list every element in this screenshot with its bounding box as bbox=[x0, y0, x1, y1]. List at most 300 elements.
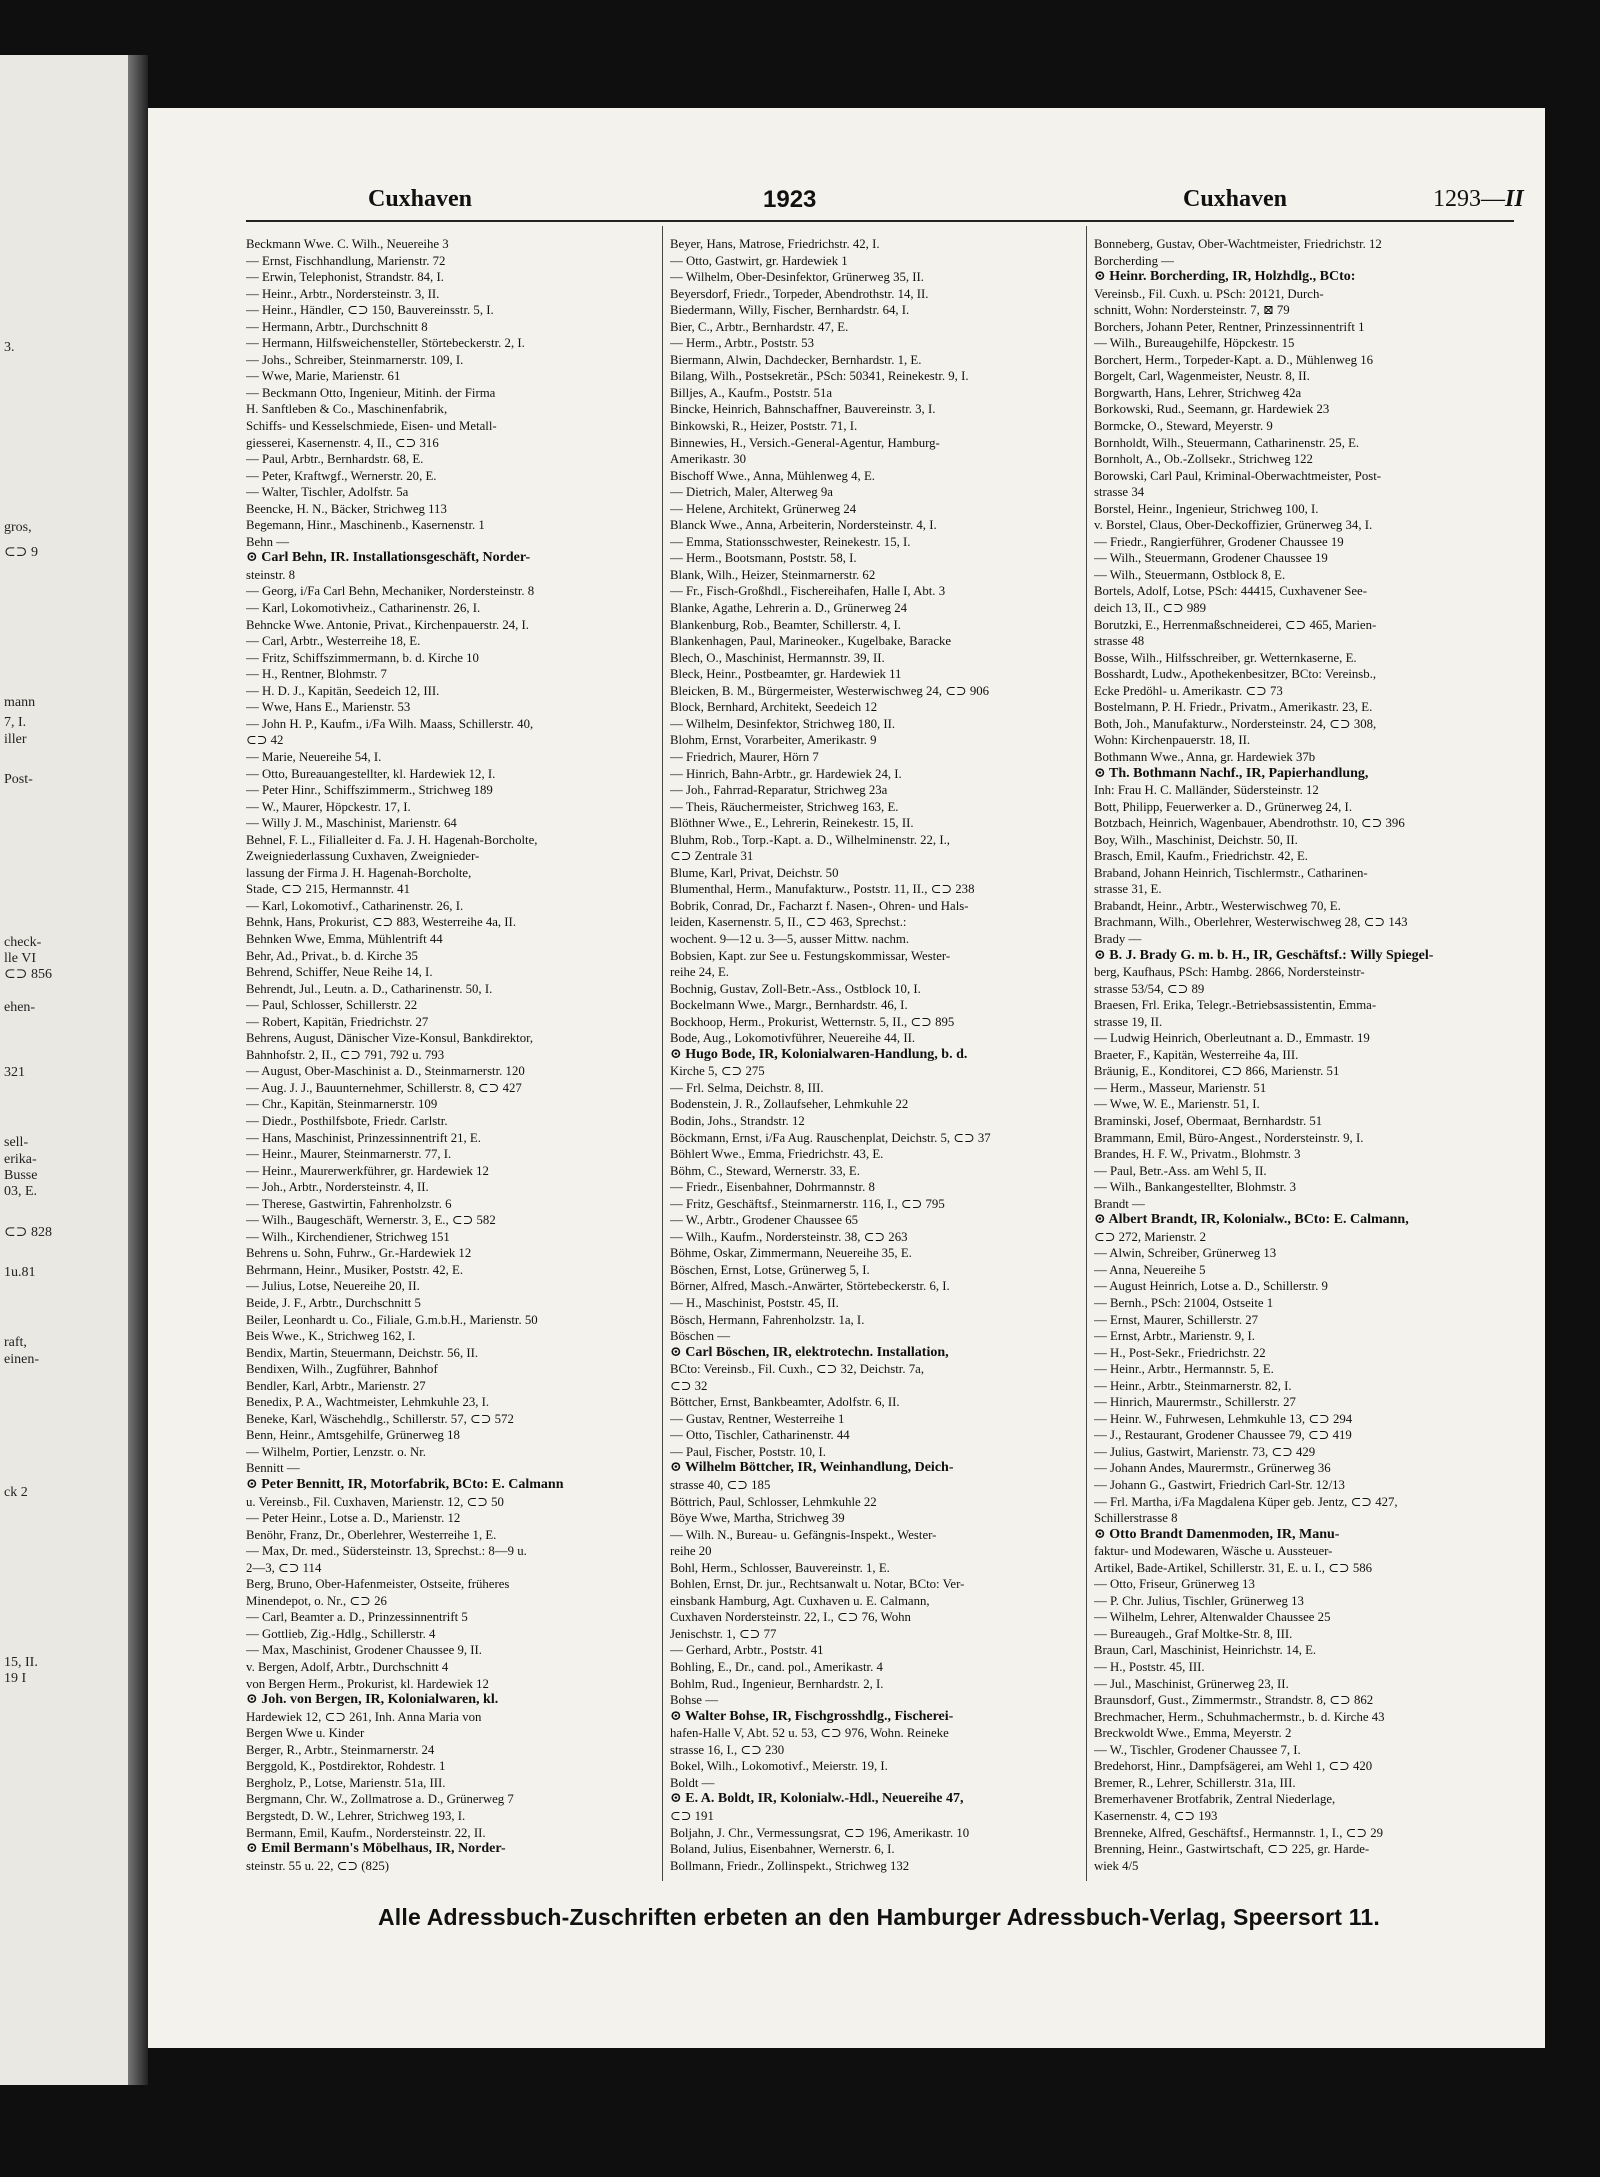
directory-entry: wiek 4/5 bbox=[1094, 1858, 1139, 1873]
directory-entry: Biermann, Alwin, Dachdecker, Bernhardstr. 1, E. bbox=[670, 352, 922, 367]
directory-entry: Behrens u. Sohn, Fuhrw., Gr.-Hardewiek 12 bbox=[246, 1246, 472, 1261]
page-number-value: 1293— bbox=[1433, 186, 1505, 212]
directory-entry: — Emma, Stationsschwester, Reinekestr. 15, I. bbox=[670, 534, 911, 549]
directory-entry: — Wilh. N., Bureau- u. Gefängnis-Inspekt., Wester- bbox=[670, 1527, 937, 1542]
directory-entry: — Paul, Betr.-Ass. am Wehl 5, II. bbox=[1094, 1163, 1267, 1178]
directory-entry: — Fr., Fisch-Großhdl., Fischereihafen, Halle I, Abt. 3 bbox=[670, 584, 946, 599]
directory-entry: Bier, C., Arbtr., Bernhardstr. 47, E. bbox=[670, 319, 849, 334]
directory-entry: Bremer, R., Lehrer, Schillerstr. 31a, III. bbox=[1094, 1775, 1296, 1790]
directory-entry: Beide, J. F., Arbtr., Durchschnitt 5 bbox=[246, 1296, 421, 1310]
directory-entry: Bosse, Wilh., Hilfsschreiber, gr. Wetternkaserne, E. bbox=[1094, 650, 1357, 665]
directory-entry: Blanke, Agathe, Lehrerin a. D., Grünerweg 24 bbox=[670, 601, 908, 616]
prev-page-fragment: 7, I. bbox=[4, 715, 27, 730]
directory-entry: — Bernh., PSch: 21004, Ostseite 1 bbox=[1094, 1296, 1274, 1310]
prev-page-fragment: ⊂⊃ 9 bbox=[4, 545, 38, 560]
directory-entry: — Bureaugeh., Graf Moltke-Str. 8, III. bbox=[1094, 1626, 1293, 1641]
directory-entry: ⊂⊃ Zentrale 31 bbox=[670, 849, 754, 864]
directory-entry: Blech, O., Maschinist, Hermannstr. 39, II. bbox=[670, 650, 885, 665]
directory-entry: Bohl, Herm., Schlosser, Bauvereinstr. 1, E. bbox=[670, 1560, 890, 1575]
directory-entry: Minendepot, o. Nr., ⊂⊃ 26 bbox=[246, 1593, 387, 1608]
directory-entry: — Theis, Räuchermeister, Strichweg 163, E. bbox=[670, 799, 899, 814]
directory-entry: Bräunig, E., Konditorei, ⊂⊃ 866, Marienstr. 51 bbox=[1094, 1064, 1340, 1079]
directory-entry: Breckwoldt Wwe., Emma, Meyerstr. 2 bbox=[1094, 1726, 1292, 1741]
directory-entry: — Carl, Arbtr., Westerreihe 18, E. bbox=[246, 634, 421, 649]
prev-page-fragment: ck 2 bbox=[4, 1485, 28, 1500]
directory-entry: Brandes, H. F. W., Privatm., Blohmstr. 3 bbox=[1094, 1147, 1301, 1162]
directory-entry: Böttrich, Paul, Schlosser, Lehmkuhle 22 bbox=[670, 1494, 877, 1509]
page-number bbox=[1433, 186, 1524, 213]
directory-entry: Bleicken, B. M., Bürgermeister, Westerwischweg 24, ⊂⊃ 906 bbox=[670, 683, 990, 698]
directory-entry: Bohling, E., Dr., cand. pol., Amerikastr. 4 bbox=[670, 1660, 883, 1675]
directory-entry: — H., Post-Sekr., Friedrichstr. 22 bbox=[1094, 1345, 1266, 1360]
directory-entry: — Max, Maschinist, Grodener Chaussee 9, II. bbox=[246, 1643, 482, 1658]
directory-entry: Borcherding — bbox=[1094, 253, 1174, 268]
prev-page-fragment: check- bbox=[4, 935, 42, 950]
directory-entry: — Gottlieb, Zig.-Hdlg., Schillerstr. 4 bbox=[246, 1626, 436, 1641]
directory-entry: Both, Joh., Manufakturw., Nordersteinstr. 24, ⊂⊃ 308, bbox=[1094, 716, 1377, 731]
directory-entry: reihe 24, E. bbox=[670, 965, 729, 980]
directory-entry: Wohn: Kirchenpauerstr. 18, II. bbox=[1094, 733, 1251, 748]
directory-entry: Bluhm, Rob., Torp.-Kapt. a. D., Wilhelminenstr. 22, I., bbox=[670, 832, 950, 847]
directory-entry: Bermann, Emil, Kaufm., Nordersteinstr. 22, II. bbox=[246, 1825, 486, 1840]
directory-entry: Boldt — bbox=[670, 1775, 715, 1790]
directory-entry: Böhm, C., Steward, Wernerstr. 33, E. bbox=[670, 1163, 860, 1178]
directory-entry: — Hermann, Arbtr., Durchschnitt 8 bbox=[246, 319, 428, 334]
directory-entry: Behrmann, Heinr., Musiker, Poststr. 42, E. bbox=[246, 1262, 464, 1277]
directory-entry: Berg, Bruno, Ober-Hafenmeister, Ostseite, früheres bbox=[246, 1577, 510, 1592]
directory-entry: — Erwin, Telephonist, Strandstr. 84, I. bbox=[246, 270, 444, 285]
directory-entry: — Joh., Arbtr., Nordersteinstr. 4, II. bbox=[246, 1180, 429, 1195]
prev-page-fragment: erika- bbox=[4, 1152, 37, 1167]
directory-entry: — August Heinrich, Lotse a. D., Schillerstr. 9 bbox=[1094, 1279, 1328, 1294]
directory-column-1 bbox=[246, 236, 654, 1876]
directory-entry: ⊙ Hugo Bode, IR, Kolonialwaren-Handlung, b. d. bbox=[670, 1046, 968, 1062]
directory-entry bbox=[670, 1874, 1078, 1876]
directory-entry: — Hinrich, Bahn-Arbtr., gr. Hardewiek 24, I. bbox=[670, 766, 902, 781]
directory-entry: Brandt — bbox=[1094, 1196, 1145, 1211]
directory-entry: Behncke Wwe. Antonie, Privat., Kirchenpauerstr. 24, I. bbox=[246, 617, 529, 632]
directory-entry: — Anna, Neuereihe 5 bbox=[1094, 1262, 1206, 1277]
directory-entry: BCto: Vereinsb., Fil. Cuxh., ⊂⊃ 32, Deichstr. 7a, bbox=[670, 1362, 925, 1377]
directory-entry: — Wilh., Bankangestellter, Blohmstr. 3 bbox=[1094, 1180, 1297, 1195]
directory-entry: — Ludwig Heinrich, Oberleutnant a. D., Emmastr. 19 bbox=[1094, 1031, 1370, 1046]
directory-entry: strasse 40, ⊂⊃ 185 bbox=[670, 1478, 771, 1493]
directory-entry: faktur- und Modewaren, Wäsche u. Aussteuer- bbox=[1094, 1544, 1333, 1559]
directory-entry: Beckmann Wwe. C. Wilh., Neuereihe 3 bbox=[246, 237, 449, 251]
directory-entry: — Wwe, Marie, Marienstr. 61 bbox=[246, 369, 401, 384]
directory-entry: — W., Tischler, Grodener Chaussee 7, I. bbox=[1094, 1742, 1301, 1757]
directory-entry: — Peter, Kraftwgf., Wernerstr. 20, E. bbox=[246, 468, 437, 483]
directory-entry: — Otto, Tischler, Catharinenstr. 44 bbox=[670, 1428, 850, 1443]
directory-entry: Böhlert Wwe., Emma, Friedrichstr. 43, E. bbox=[670, 1147, 884, 1162]
directory-entry: — Otto, Gastwirt, gr. Hardewiek 1 bbox=[670, 253, 848, 268]
directory-entry: Bott, Philipp, Feuerwerker a. D., Grünerweg 24, I. bbox=[1094, 799, 1353, 814]
directory-entry: Beis Wwe., K., Strichweg 162, I. bbox=[246, 1329, 416, 1344]
directory-entry: steinstr. 8 bbox=[246, 567, 296, 582]
directory-entry: — Joh., Fahrrad-Reparatur, Strichweg 23a bbox=[670, 783, 888, 798]
directory-entry: von Bergen Herm., Prokurist, kl. Hardewiek 12 bbox=[246, 1676, 489, 1691]
directory-entry: wochent. 9—12 u. 3—5, ausser Mittw. nachm. bbox=[670, 931, 910, 946]
directory-entry: — Fritz, Schiffszimmermann, b. d. Kirche 10 bbox=[246, 650, 479, 665]
directory-entry: — Johann G., Gastwirt, Friedrich Carl-Str. 12/13 bbox=[1094, 1478, 1345, 1493]
directory-entry: Bergmann, Chr. W., Zollmatrose a. D., Grünerweg 7 bbox=[246, 1792, 514, 1807]
directory-entry: Behnk, Hans, Prokurist, ⊂⊃ 883, Westerreihe 4a, II. bbox=[246, 915, 517, 930]
directory-entry: — Ernst, Fischhandlung, Marienstr. 72 bbox=[246, 253, 446, 268]
prev-page-fragment: 3. bbox=[4, 340, 15, 355]
directory-entry: — Willy J. M., Maschinist, Marienstr. 64 bbox=[246, 816, 457, 831]
directory-entry: Borstel, Heinr., Ingenieur, Strichweg 100, I. bbox=[1094, 501, 1319, 516]
prev-page-fragment: raft, bbox=[4, 1335, 27, 1350]
directory-entry: schnitt, Wohn: Nordersteinstr. 7, ⊠ 79 bbox=[1094, 303, 1290, 318]
directory-entry: Block, Bernhard, Architekt, Seedeich 12 bbox=[670, 700, 878, 715]
directory-entry: Borchers, Johann Peter, Rentner, Prinzessinnentrift 1 bbox=[1094, 319, 1365, 334]
directory-entry: Behnel, F. L., Filialleiter d. Fa. J. H. Hagenah-Borcholte, bbox=[246, 832, 538, 847]
directory-entry: — August, Ober-Maschinist a. D., Steinmarnerstr. 120 bbox=[246, 1064, 525, 1079]
directory-entry: — Heinr., Maurerwerkführer, gr. Hardewiek 12 bbox=[246, 1163, 489, 1178]
directory-entry: Brechmacher, Herm., Schuhmachermstr., b. d. Kirche 43 bbox=[1094, 1709, 1385, 1724]
directory-entry: Zweigniederlassung Cuxhaven, Zweignieder- bbox=[246, 849, 480, 864]
directory-entry: Binkowski, R., Heizer, Poststr. 71, I. bbox=[670, 419, 858, 434]
directory-entry: — Wilh., Kaufm., Nordersteinstr. 38, ⊂⊃ 263 bbox=[670, 1229, 908, 1244]
directory-entry: giesserei, Kasernenstr. 4, II., ⊂⊃ 316 bbox=[246, 435, 439, 450]
directory-entry: Bergstedt, D. W., Lehrer, Strichweg 193, I. bbox=[246, 1808, 466, 1823]
directory-entry: Beiler, Leonhardt u. Co., Filiale, G.m.b.H., Marienstr. 50 bbox=[246, 1312, 538, 1327]
prev-page-fragment: 321 bbox=[4, 1065, 25, 1080]
directory-entry: reihe 20 bbox=[670, 1544, 712, 1559]
directory-entry: Kirche 5, ⊂⊃ 275 bbox=[670, 1064, 765, 1079]
directory-entry: Behr, Ad., Privat., b. d. Kirche 35 bbox=[246, 948, 418, 963]
prev-page-fragment: ⊂⊃ 856 bbox=[4, 967, 52, 982]
directory-entry: — Alwin, Schreiber, Grünerweg 13 bbox=[1094, 1246, 1277, 1261]
directory-entry: Stade, ⊂⊃ 215, Hermannstr. 41 bbox=[246, 882, 410, 897]
directory-entry: — Ernst, Maurer, Schillerstr. 27 bbox=[1094, 1312, 1259, 1327]
directory-entry: ⊙ Th. Bothmann Nachf., IR, Papierhandlung, bbox=[1094, 765, 1369, 781]
prev-page-fragment: ⊂⊃ 828 bbox=[4, 1225, 52, 1240]
directory-entry: — W., Arbtr., Grodener Chaussee 65 bbox=[670, 1213, 859, 1228]
directory-entry: — Georg, i/Fa Carl Behn, Mechaniker, Nordersteinstr. 8 bbox=[246, 584, 535, 599]
directory-entry: — Wilh., Baugeschäft, Wernerstr. 3, E., ⊂⊃ 582 bbox=[246, 1213, 496, 1228]
directory-entry: Beneke, Karl, Wäschehdlg., Schillerstr. 57, ⊂⊃ 572 bbox=[246, 1411, 514, 1426]
directory-entry: Bohlm, Rud., Ingenieur, Bernhardstr. 2, I. bbox=[670, 1676, 884, 1691]
directory-entry: — Frl. Selma, Deichstr. 8, III. bbox=[670, 1080, 824, 1095]
directory-entry: strasse 16, I., ⊂⊃ 230 bbox=[670, 1742, 785, 1757]
directory-entry: Bobrik, Conrad, Dr., Facharzt f. Nasen-, Ohren- und Hals- bbox=[670, 898, 969, 913]
directory-entry: Amerikastr. 30 bbox=[670, 452, 747, 467]
directory-entry: Blankenhagen, Paul, Marineoker., Kugelbake, Baracke bbox=[670, 634, 952, 649]
column-divider bbox=[1086, 226, 1087, 1881]
directory-entry: Bostelmann, P. H. Friedr., Privatm., Amerikastr. 23, E. bbox=[1094, 700, 1373, 715]
directory-entry: Bodin, Johs., Strandstr. 12 bbox=[670, 1113, 805, 1128]
directory-entry: leiden, Kasernenstr. 5, II., ⊂⊃ 463, Sprechst.: bbox=[670, 915, 907, 930]
directory-entry: — Walter, Tischler, Adolfstr. 5a bbox=[246, 485, 409, 500]
directory-entry: — Max, Dr. med., Südersteinstr. 13, Sprechst.: 8—9 u. bbox=[246, 1544, 527, 1559]
directory-entry: Bischoff Wwe., Anna, Mühlenweg 4, E. bbox=[670, 468, 875, 483]
directory-entry: Benöhr, Franz, Dr., Oberlehrer, Westerreihe 1, E. bbox=[246, 1527, 497, 1542]
directory-entry: — Helene, Architekt, Grünerweg 24 bbox=[670, 501, 857, 516]
directory-entry: — Chr., Kapitän, Steinmarnerstr. 109 bbox=[246, 1097, 438, 1112]
directory-entry: ⊙ Carl Behn, IR. Installationsgeschäft, Norder- bbox=[246, 550, 531, 566]
directory-entry: deich 13, II., ⊂⊃ 989 bbox=[1094, 601, 1207, 616]
directory-entry: Bobsien, Kapt. zur See u. Festungskommissar, Wester- bbox=[670, 948, 951, 963]
directory-entry: strasse 53/54, ⊂⊃ 89 bbox=[1094, 981, 1205, 996]
directory-entry: — John H. P., Kaufm., i/Fa Wilh. Maass, Schillerstr. 40, bbox=[246, 716, 534, 731]
directory-entry: Borutzki, E., Herrenmaßschneiderei, ⊂⊃ 465, Marien- bbox=[1094, 617, 1377, 632]
directory-entry: Hardewiek 12, ⊂⊃ 261, Inh. Anna Maria von bbox=[246, 1709, 482, 1724]
prev-page-fragment: Busse bbox=[4, 1168, 38, 1183]
directory-entry: Jenischstr. 1, ⊂⊃ 77 bbox=[670, 1626, 777, 1641]
directory-entry: v. Bergen, Adolf, Arbtr., Durchschnitt 4 bbox=[246, 1660, 449, 1675]
directory-entry: ⊂⊃ 191 bbox=[670, 1808, 714, 1823]
directory-entry: — Hermann, Hilfsweichensteller, Störtebeckerstr. 2, I. bbox=[246, 336, 525, 351]
directory-entry: Bergen Wwe u. Kinder bbox=[246, 1726, 365, 1741]
directory-entry: — Heinr., Arbtr., Nordersteinstr. 3, II. bbox=[246, 286, 440, 301]
directory-entry: Bendler, Karl, Arbtr., Marienstr. 27 bbox=[246, 1378, 426, 1393]
directory-entry: Brachmann, Wilh., Oberlehrer, Westerwischweg 28, ⊂⊃ 143 bbox=[1094, 915, 1408, 930]
directory-entry: Braband, Johann Heinrich, Tischlermstr., Catharinen- bbox=[1094, 865, 1368, 880]
directory-entry: — Paul, Arbtr., Bernhardstr. 68, E. bbox=[246, 452, 424, 467]
header-left-title: Cuxhaven bbox=[368, 186, 473, 212]
directory-entry: strasse 19, II. bbox=[1094, 1014, 1163, 1029]
directory-entry: Boy, Wilh., Maschinist, Deichstr. 50, II. bbox=[1094, 832, 1298, 847]
directory-entry: H. Sanftleben & Co., Maschinenfabrik, bbox=[246, 402, 448, 417]
directory-entry: ⊙ Carl Böschen, IR, elektrotechn. Installation, bbox=[670, 1344, 949, 1360]
directory-entry: — W., Maurer, Höpckestr. 17, I. bbox=[246, 799, 411, 814]
directory-entry: Böckmann, Ernst, i/Fa Aug. Rauschenplat, Deichstr. 5, ⊂⊃ 37 bbox=[670, 1130, 991, 1145]
directory-entry: ⊂⊃ 32 bbox=[670, 1378, 708, 1393]
directory-entry: Böye Wwe, Martha, Strichweg 39 bbox=[670, 1511, 845, 1526]
directory-entry: Kasernenstr. 4, ⊂⊃ 193 bbox=[1094, 1808, 1218, 1823]
directory-entry: ⊙ Otto Brandt Damenmoden, IR, Manu- bbox=[1094, 1526, 1340, 1542]
directory-entry: Beyersdorf, Friedr., Torpeder, Abendrothstr. 14, II. bbox=[670, 286, 929, 301]
directory-entry: ⊙ Wilhelm Böttcher, IR, Weinhandlung, Deich- bbox=[670, 1460, 954, 1476]
directory-entry: — Julius, Lotse, Neuereihe 20, II. bbox=[246, 1279, 420, 1294]
prev-page-fragment: ehen- bbox=[4, 1000, 36, 1015]
directory-entry: Boljahn, J. Chr., Vermessungsrat, ⊂⊃ 196, Amerikastr. 10 bbox=[670, 1825, 970, 1840]
directory-entry: Bergholz, P., Lotse, Marienstr. 51a, III. bbox=[246, 1775, 446, 1790]
directory-entry: — Wilh., Kirchendiener, Strichweg 151 bbox=[246, 1229, 450, 1244]
directory-entry: — Heinr., Händler, ⊂⊃ 150, Bauvereinsstr. 5, I. bbox=[246, 303, 494, 318]
directory-entry: strasse 34 bbox=[1094, 485, 1145, 500]
directory-entry: — Peter Hinr., Schiffszimmerm., Strichweg 189 bbox=[246, 783, 493, 798]
header-rule bbox=[246, 220, 1514, 222]
directory-entry: Bortels, Adolf, Lotse, PSch: 44415, Cuxhavener See- bbox=[1094, 584, 1367, 599]
directory-entry: Böttcher, Ernst, Bankbeamter, Adolfstr. 6, II. bbox=[670, 1395, 900, 1410]
directory-entry: Blanck Wwe., Anna, Arbeiterin, Nordersteinstr. 4, I. bbox=[670, 518, 937, 533]
directory-entry: — H., Maschinist, Poststr. 45, II. bbox=[670, 1296, 839, 1310]
directory-entry: Bockhoop, Herm., Prokurist, Wetternstr. 5, II., ⊂⊃ 895 bbox=[670, 1014, 955, 1029]
directory-entry: Blumenthal, Herm., Manufakturw., Poststr. 11, II., ⊂⊃ 238 bbox=[670, 882, 975, 897]
directory-entry: Blöthner Wwe., E., Lehrerin, Reinekestr. 15, II. bbox=[670, 816, 914, 831]
directory-page bbox=[148, 108, 1545, 2048]
directory-entry: Bilang, Wilh., Postsekretär., PSch: 50341, Reinekestr. 9, I. bbox=[670, 369, 969, 384]
directory-entry: Blank, Wilh., Heizer, Steinmarnerstr. 62 bbox=[670, 567, 876, 582]
directory-entry: — Paul, Fischer, Poststr. 10, I. bbox=[670, 1444, 826, 1459]
directory-entry: Braeter, F., Kapitän, Westerreihe 4a, III. bbox=[1094, 1047, 1299, 1062]
directory-entry: — Peter Heinr., Lotse a. D., Marienstr. 12 bbox=[246, 1511, 461, 1526]
directory-entry: — Karl, Lokomotivf., Catharinenstr. 26, I. bbox=[246, 898, 464, 913]
directory-entry: Bode, Aug., Lokomotivführer, Neuereihe 44, II. bbox=[670, 1031, 916, 1046]
directory-entry: — Hans, Maschinist, Prinzessinnentrift 21, E. bbox=[246, 1130, 481, 1145]
directory-entry: u. Vereinsb., Fil. Cuxhaven, Marienstr. 12, ⊂⊃ 50 bbox=[246, 1494, 504, 1509]
directory-entry: — Paul, Schlosser, Schillerstr. 22 bbox=[246, 998, 418, 1013]
directory-entry: hafen-Halle V, Abt. 52 u. 53, ⊂⊃ 976, Wohn. Reineke bbox=[670, 1726, 949, 1741]
directory-entry: — H. D. J., Kapitän, Seedeich 12, III. bbox=[246, 683, 440, 698]
directory-entry: — Otto, Bureauangestellter, kl. Hardewiek 12, I. bbox=[246, 766, 496, 781]
directory-entry: Bonneberg, Gustav, Ober-Wachtmeister, Friedrichstr. 12 bbox=[1094, 237, 1382, 251]
directory-entry: lassung der Firma J. H. Hagenah-Borcholte, bbox=[246, 865, 472, 880]
directory-entry: Beencke, H. N., Bäcker, Strichweg 113 bbox=[246, 501, 447, 516]
directory-entry: berg, Kaufhaus, PSch: Hambg. 2866, Nordersteinstr- bbox=[1094, 965, 1365, 980]
directory-entry: Brabandt, Heinr., Arbtr., Westerwischweg 70, E. bbox=[1094, 898, 1341, 913]
directory-entry: — H., Rentner, Blohmstr. 7 bbox=[246, 667, 387, 682]
directory-entry: ⊙ Joh. von Bergen, IR, Kolonialwaren, kl. bbox=[246, 1692, 499, 1708]
prev-page-fragment: einen- bbox=[4, 1352, 39, 1367]
header-year: 1923 bbox=[763, 186, 817, 213]
directory-entry: Vereinsb., Fil. Cuxh. u. PSch: 20121, Durch- bbox=[1094, 286, 1324, 301]
directory-entry: — Heinr. W., Fuhrwesen, Lehmkuhle 13, ⊂⊃ 294 bbox=[1094, 1411, 1353, 1426]
directory-entry: — Friedr., Rangierführer, Grodener Chaussee 19 bbox=[1094, 534, 1344, 549]
directory-entry: — Ernst, Arbtr., Marienstr. 9, I. bbox=[1094, 1329, 1256, 1344]
directory-entry: Braesen, Frl. Erika, Telegr.-Betriebsassistentin, Emma- bbox=[1094, 998, 1377, 1013]
directory-entry: — Karl, Lokomotivheiz., Catharinenstr. 26, I. bbox=[246, 601, 481, 616]
directory-entry: — Heinr., Arbtr., Steinmarnerstr. 82, I. bbox=[1094, 1378, 1292, 1393]
directory-entry: ⊙ Walter Bohse, IR, Fischgrosshdlg., Fischerei- bbox=[670, 1708, 954, 1724]
directory-entry: Bochnig, Gustav, Zoll-Betr.-Ass., Ostblock 10, I. bbox=[670, 981, 921, 996]
directory-entry: — Johs., Schreiber, Steinmarnerstr. 109, I. bbox=[246, 352, 464, 367]
directory-entry: Blankenburg, Rob., Beamter, Schillerstr. 4, I. bbox=[670, 617, 901, 632]
directory-entry: — Wilh., Steuermann, Ostblock 8, E. bbox=[1094, 567, 1286, 582]
directory-entry: Braminski, Josef, Obermaat, Bernhardstr. 51 bbox=[1094, 1113, 1323, 1128]
directory-entry: Braun, Carl, Maschinist, Heinrichstr. 14, E. bbox=[1094, 1643, 1317, 1658]
directory-entry: — Diedr., Posthilfsbote, Friedr. Carlstr. bbox=[246, 1113, 448, 1128]
directory-entry: Botzbach, Heinrich, Wagenbauer, Abendrothstr. 10, ⊂⊃ 396 bbox=[1094, 816, 1405, 831]
directory-entry: ⊙ E. A. Boldt, IR, Kolonialw.-Hdl., Neuereihe 47, bbox=[670, 1791, 964, 1807]
directory-entry: Blohm, Ernst, Vorarbeiter, Amerikastr. 9 bbox=[670, 733, 877, 748]
directory-entry: — H., Poststr. 45, III. bbox=[1094, 1660, 1205, 1675]
directory-entry: Benn, Heinr., Amtsgehilfe, Grünerweg 18 bbox=[246, 1428, 460, 1443]
directory-entry: — Hinrich, Maurermstr., Schillerstr. 27 bbox=[1094, 1395, 1296, 1410]
directory-entry: Blume, Karl, Privat, Deichstr. 50 bbox=[670, 865, 839, 880]
directory-entry: Borchert, Herm., Torpeder-Kapt. a. D., Mühlenweg 16 bbox=[1094, 352, 1373, 367]
directory-entry: — Wwe, Hans E., Marienstr. 53 bbox=[246, 700, 411, 715]
directory-entry: Bennitt — bbox=[246, 1461, 300, 1476]
directory-entry: — Herm., Bootsmann, Poststr. 58, I. bbox=[670, 551, 857, 566]
directory-entry: — Carl, Beamter a. D., Prinzessinnentrift 5 bbox=[246, 1610, 468, 1625]
directory-entry: Bothmann Wwe., Anna, gr. Hardewiek 37b bbox=[1094, 749, 1316, 764]
directory-entry: Bockelmann Wwe., Margr., Bernhardstr. 46, I. bbox=[670, 998, 908, 1013]
directory-entry: Boland, Julius, Eisenbahner, Wernerstr. 6, I. bbox=[670, 1842, 895, 1857]
directory-entry: — Gerhard, Arbtr., Poststr. 41 bbox=[670, 1643, 824, 1658]
directory-entry: v. Borstel, Claus, Ober-Deckoffizier, Grünerweg 34, I. bbox=[1094, 518, 1373, 533]
directory-entry: Schillerstrasse 8 bbox=[1094, 1511, 1178, 1526]
directory-entry: Brenneke, Alfred, Geschäftsf., Hermannstr. 1, I., ⊂⊃ 29 bbox=[1094, 1825, 1384, 1840]
directory-entry: Brady — bbox=[1094, 931, 1142, 946]
directory-entry bbox=[1094, 1874, 1502, 1876]
prev-page-fragment: mann bbox=[4, 695, 36, 710]
directory-entry: — Beckmann Otto, Ingenieur, Mitinh. der Firma bbox=[246, 385, 496, 400]
directory-entry: Inh: Frau H. C. Malländer, Südersteinstr. 12 bbox=[1094, 783, 1319, 798]
directory-entry: Böhme, Oskar, Zimmermann, Neuereihe 35, E. bbox=[670, 1246, 912, 1261]
directory-column-3 bbox=[1094, 236, 1502, 1876]
prev-page-fragment: sell- bbox=[4, 1135, 29, 1150]
directory-entry: 2—3, ⊂⊃ 114 bbox=[246, 1560, 322, 1575]
directory-entry: Borgelt, Carl, Wagenmeister, Neustr. 8, II. bbox=[1094, 369, 1310, 384]
directory-entry: — Gustav, Rentner, Westerreihe 1 bbox=[670, 1411, 845, 1426]
header-right-title: Cuxhaven bbox=[1183, 186, 1288, 212]
directory-entry: Brammann, Emil, Büro-Angest., Nordersteinstr. 9, I. bbox=[1094, 1130, 1364, 1145]
prev-page-fragment: gros, bbox=[4, 520, 32, 535]
prev-page-fragment: 19 I bbox=[4, 1671, 27, 1686]
directory-entry: einsbank Hamburg, Agt. Cuxhaven u. E. Calmann, bbox=[670, 1593, 930, 1608]
directory-entry: Bincke, Heinrich, Bahnschaffner, Bauvereinstr. 3, I. bbox=[670, 402, 936, 417]
directory-entry: Bendix, Martin, Steuermann, Deichstr. 56, II. bbox=[246, 1345, 479, 1360]
directory-entry: Bokel, Wilh., Lokomotivf., Meierstr. 19, I. bbox=[670, 1759, 888, 1774]
directory-entry: ⊙ Heinr. Borcherding, IR, Holzhdlg., BCto: bbox=[1094, 269, 1356, 285]
directory-entry: Bendixen, Wilh., Zugführer, Bahnhof bbox=[246, 1362, 438, 1377]
directory-entry: Behrendt, Jul., Leutn. a. D., Catharinenstr. 50, I. bbox=[246, 981, 493, 996]
directory-entry: Bremerhavener Brotfabrik, Zentral Niederlage, bbox=[1094, 1792, 1336, 1807]
directory-entry: Beyer, Hans, Matrose, Friedrichstr. 42, I. bbox=[670, 237, 880, 251]
directory-entry: — Therese, Gastwirtin, Fahrenholzstr. 6 bbox=[246, 1196, 452, 1211]
directory-entry: — Friedr., Eisenbahner, Dohrmannstr. 8 bbox=[670, 1180, 875, 1195]
directory-entry: — Heinr., Maurer, Steinmarnerstr. 77, I. bbox=[246, 1147, 452, 1162]
directory-entry: — Marie, Neuereihe 54, I. bbox=[246, 749, 382, 764]
page-footer: Alle Adressbuch-Zuschriften erbeten an den Hamburger Adressbuch-Verlag, Speersort 11. bbox=[378, 1904, 1381, 1930]
directory-entry: Billjes, A., Kaufm., Poststr. 51a bbox=[670, 385, 833, 400]
directory-entry: ⊙ Peter Bennitt, IR, Motorfabrik, BCto: E. Calmann bbox=[246, 1477, 564, 1493]
directory-entry: Bormcke, O., Steward, Meyerstr. 9 bbox=[1094, 419, 1273, 434]
directory-entry: ⊙ B. J. Brady G. m. b. H., IR, Geschäftsf.: Willy Spiegel- bbox=[1094, 947, 1434, 963]
directory-entry: Ecke Predöhl- u. Amerikastr. ⊂⊃ 73 bbox=[1094, 683, 1283, 698]
directory-entry: Bahnhofstr. 2, II., ⊂⊃ 791, 792 u. 793 bbox=[246, 1047, 445, 1062]
directory-column-2 bbox=[670, 236, 1078, 1876]
directory-entry: Braunsdorf, Gust., Zimmermstr., Strandstr. 8, ⊂⊃ 862 bbox=[1094, 1693, 1374, 1708]
directory-entry: Berggold, K., Postdirektor, Rohdestr. 1 bbox=[246, 1759, 446, 1774]
directory-entry: — Robert, Kapitän, Friedrichstr. 27 bbox=[246, 1014, 429, 1029]
directory-entry: Bornholt, A., Ob.-Zollsekr., Strichweg 122 bbox=[1094, 452, 1313, 467]
directory-entry: Bleck, Heinr., Postbeamter, gr. Hardewiek 11 bbox=[670, 667, 902, 682]
directory-entry: — Aug. J. J., Bauunternehmer, Schillerstr. 8, ⊂⊃ 427 bbox=[246, 1080, 522, 1095]
directory-entry: Cuxhaven Nordersteinstr. 22, I., ⊂⊃ 76, Wohn bbox=[670, 1610, 911, 1625]
directory-entry: — Herm., Arbtr., Poststr. 53 bbox=[670, 336, 814, 351]
column-divider bbox=[662, 226, 663, 1881]
directory-entry: ⊂⊃ 42 bbox=[246, 733, 284, 748]
directory-entry: Borkowski, Rud., Seemann, gr. Hardewiek 23 bbox=[1094, 402, 1330, 417]
directory-entry: ⊙ Albert Brandt, IR, Kolonialw., BCto: E. Calmann, bbox=[1094, 1212, 1409, 1228]
directory-entry: — Friedrich, Maurer, Hörn 7 bbox=[670, 749, 819, 764]
directory-entry: — Wilhelm, Ober-Desinfektor, Grünerweg 35, II. bbox=[670, 270, 924, 285]
directory-entry: — J., Restaurant, Grodener Chaussee 79, ⊂⊃ 419 bbox=[1094, 1428, 1352, 1443]
directory-entry: — Dietrich, Maler, Alterweg 9a bbox=[670, 485, 833, 500]
directory-entry: — Wwe, W. E., Marienstr. 51, I. bbox=[1094, 1097, 1260, 1112]
prev-page-fragment: 1u.81 bbox=[4, 1265, 36, 1280]
directory-entry: — Johann Andes, Maurermstr., Grünerweg 36 bbox=[1094, 1461, 1331, 1476]
directory-entry: Brasch, Emil, Kaufm., Friedrichstr. 42, E. bbox=[1094, 849, 1308, 864]
directory-entry: Bosshardt, Ludw., Apothekenbesitzer, BCto: Vereinsb., bbox=[1094, 667, 1377, 682]
directory-entry: steinstr. 55 u. 22, ⊂⊃ (825) bbox=[246, 1858, 390, 1873]
previous-page-edge bbox=[0, 55, 128, 2085]
directory-entry: Behrend, Schiffer, Neue Reihe 14, I. bbox=[246, 965, 433, 980]
directory-entry: Bredehorst, Hinr., Dampfsägerei, am Wehl 1, ⊂⊃ 420 bbox=[1094, 1759, 1373, 1774]
directory-entry: — Wilh., Steuermann, Grodener Chaussee 19 bbox=[1094, 551, 1328, 566]
directory-entry: — Fritz, Geschäftsf., Steinmarnerstr. 116, I., ⊂⊃ 795 bbox=[670, 1196, 945, 1211]
directory-entry: Behrens, August, Dänischer Vize-Konsul, Bankdirektor, bbox=[246, 1031, 534, 1046]
directory-entry: Bodenstein, J. R., Zollaufseher, Lehmkuhle 22 bbox=[670, 1097, 909, 1112]
directory-entry: Artikel, Bade-Artikel, Schillerstr. 31, E. u. I., ⊂⊃ 586 bbox=[1094, 1560, 1373, 1575]
directory-entry: — Jul., Maschinist, Grünerweg 23, II. bbox=[1094, 1676, 1289, 1691]
page-number-suffix: II bbox=[1505, 186, 1524, 212]
prev-page-fragment: 15, II. bbox=[4, 1655, 38, 1670]
